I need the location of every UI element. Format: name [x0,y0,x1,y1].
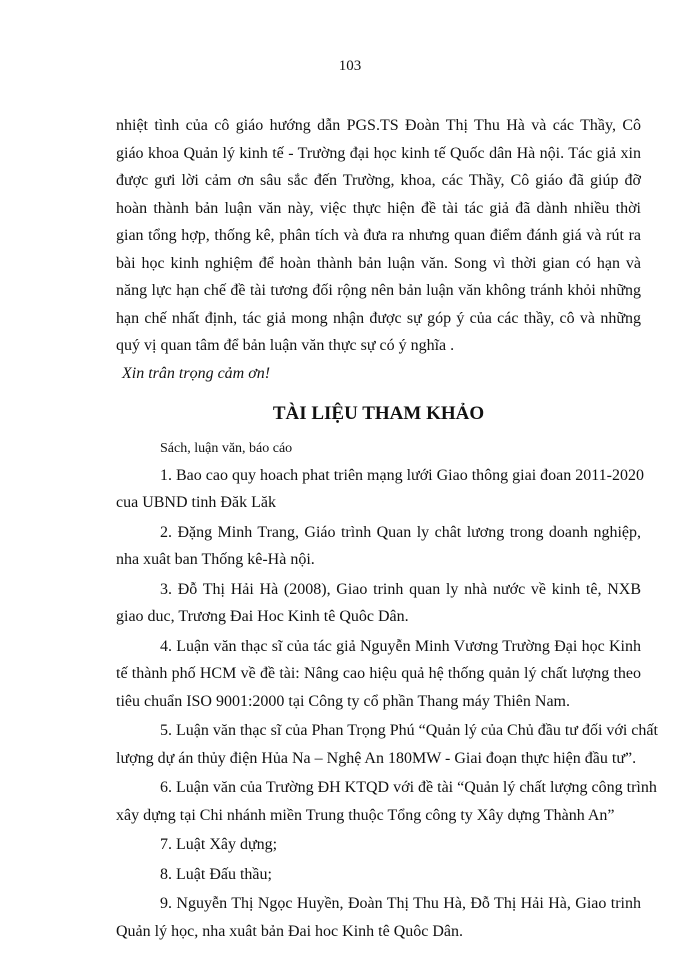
reference-line: 4. Luận văn thạc sĩ của tác giả Nguyễn Minh Vương Trường Đại học Kinh [160,637,641,655]
reference-item [116,774,657,829]
page-content [116,112,658,947]
closing-greeting: Xin trân trọng cảm ơn! [122,364,271,382]
references-heading: TÀI LIỆU THAM KHẢO [272,402,485,424]
reference-line: tế thành phố HCM về đề tài: Nâng cao hiệu quả hệ thống quản lý chất lượng theo [116,665,641,682]
paragraph-line: hạn chế nhất định, tác giả mong nhận được sự góp ý của các thầy, cô và những [116,309,641,327]
reference-line: tiêu chuẩn ISO 9001:2000 tại Công ty cổ phần Thang máy Thiên Nam. [116,692,570,710]
references-section-label: Sách, luận văn, báo cáo [160,440,293,456]
reference-line: 7. Luật Xây dựng; [160,836,278,853]
paragraph-line: năng lực hạn chế đề tài tương đối rộng nên bản luận văn không tránh khỏi những [116,282,641,299]
reference-line: 8. Luật Đấu thầu; [160,865,272,883]
reference-line: 6. Luận văn của Trường ĐH KTQD với đề tài “Quản lý chất lượng công trình [160,779,657,796]
reference-line: 1. Bao cao quy hoach phat triên mạng lưới Giao thông giai đoan 2011-2020 [160,466,644,484]
reference-item [116,462,644,517]
reference-list [116,462,658,946]
acknowledgement-paragraph [116,112,641,360]
paragraph-line: nhiệt tình của cô giáo hướng dẫn PGS.TS Đoàn Thị Thu Hà và các Thầy, Cô [116,117,641,134]
reference-line: nha xuât ban Thống kê-Hà nội. [116,551,315,568]
reference-line: lượng dự án thủy điện Hủa Na – Nghệ An 180MW - Giai đoạn thực hiện đầu tư”. [116,749,637,767]
reference-line: 5. Luận văn thạc sĩ của Phan Trọng Phú “Quản lý của Chủ đầu tư đối với chất [160,722,658,739]
page-number: 103 [338,58,362,74]
reference-line: xây dựng tại Chi nhánh miền Trung thuộc Tổng công ty Xây dựng Thành An” [116,806,615,824]
reference-item [116,576,641,631]
reference-line: giao duc, Trương Đai Hoc Kinh tê Quôc Dân. [116,608,409,625]
paragraph-line: giáo khoa Quản lý kinh tế - Trường đại học kinh tế Quốc dân Hà nội. Tác giả xin [116,144,641,162]
reference-line: cua UBND tinh Đăk Lăk [116,494,276,511]
reference-line: 9. Nguyễn Thị Ngọc Huyền, Đoàn Thị Thu Hà, Đỗ Thị Hải Hà, Giao trinh [160,895,641,912]
reference-line: 3. Đỗ Thị Hải Hà (2008), Giao trinh quan ly nhà nước về kinh tê, NXB [160,580,641,598]
reference-item [116,861,641,889]
reference-line: Quản lý học, nha xuât bản Đai hoc Kinh tê Quôc Dân. [116,922,464,940]
paragraph-line: hoàn thành bản luận văn này, việc thực hiện đề tài tác giả đã dành nhiều thời [116,199,641,217]
paragraph-line: bài học kinh nghiệm để hoàn thành bản luận văn. Song vì thời gian có hạn và [116,254,641,272]
reference-item [116,633,641,716]
reference-item [116,890,641,945]
paragraph-line: được gưi lời cảm ơn sâu sắc đến Trường, khoa, các Thầy, Cô giáo đã giúp đỡ [116,172,641,189]
reference-item [116,831,641,859]
paragraph-line: quý vị quan tâm để bản luận văn thực sự có ý nghĩa . [116,337,455,354]
reference-item [116,519,641,574]
paragraph-line: gian tổng hợp, thống kê, phân tích và đưa ra nhưng quan điểm đánh giá và rút ra [116,227,641,244]
reference-line: 2. Đặng Minh Trang, Giáo trình Quan ly chât lương trong doanh nghiệp, [160,523,641,541]
reference-item [116,717,658,772]
